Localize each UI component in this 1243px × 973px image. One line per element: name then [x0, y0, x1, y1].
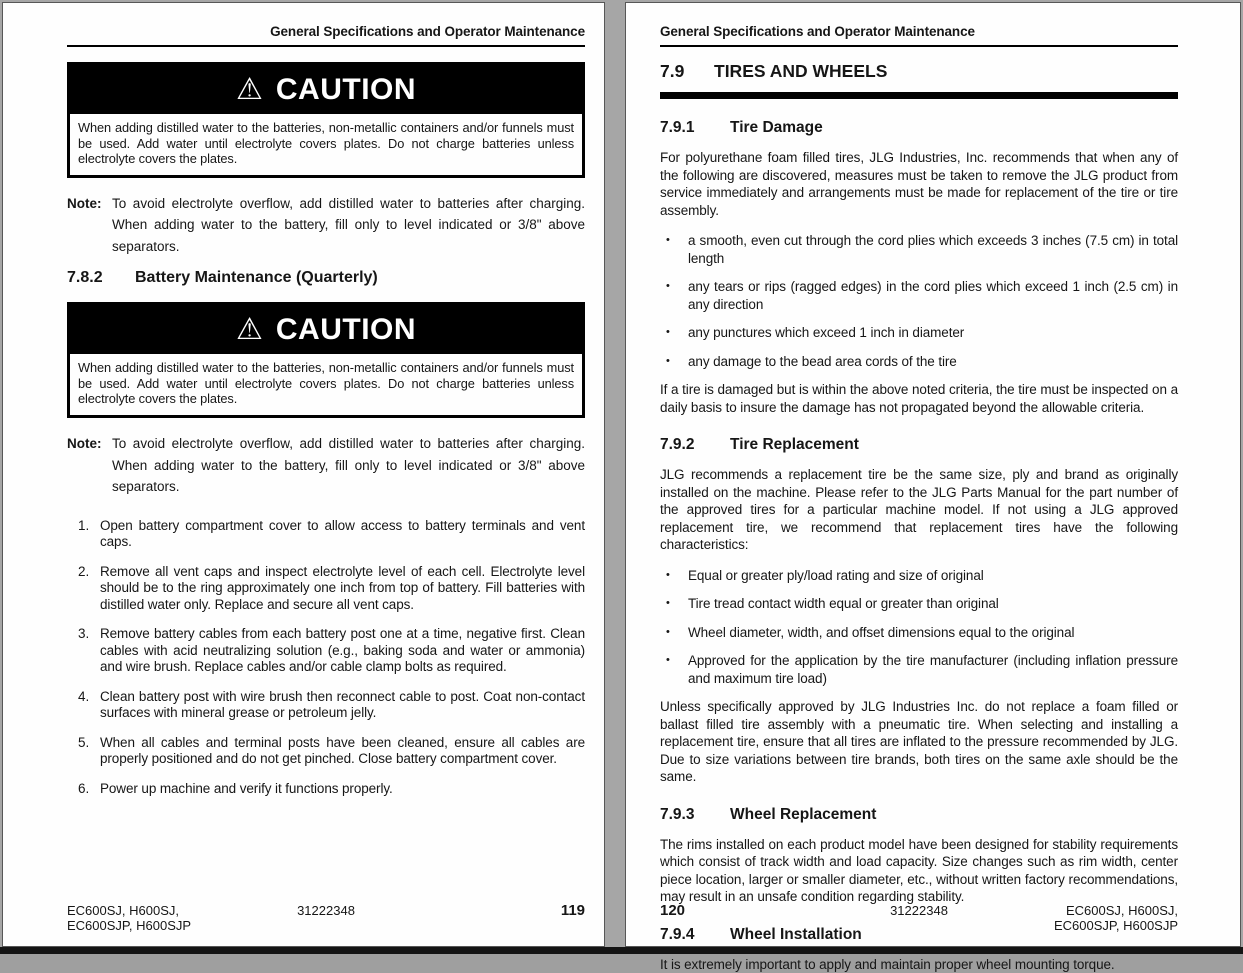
footer-page-number: 119 [412, 902, 585, 919]
list-item [78, 735, 585, 768]
subsection-heading-7-9-1 [660, 119, 1178, 137]
paragraph: The rims installed on each product model have been designed for stability requirements which consist of track width and load capacity. Size changes such as rim width, center piece location, larger or smaller diameter, etc., without written factory recommendations, may result in an unsafe condition regarding stability. [660, 836, 1178, 906]
bullet-text: any punctures which exceed 1 inch in diameter [688, 324, 1178, 342]
bullet-dot-icon: • [660, 595, 688, 613]
note-text: To avoid electrolyte overflow, add distilled water to batteries after charging. When adding water to the battery, fill only to level indicated or 3/8" above separators. [112, 193, 585, 258]
section-number: 7.9 [660, 61, 714, 82]
list-item [78, 626, 585, 676]
list-item [660, 595, 1178, 613]
section-title: Wheel Installation [730, 926, 862, 944]
section-heading-7-9 [660, 61, 1178, 82]
bullet-dot-icon: • [660, 232, 688, 267]
scan-bottom-edge [0, 947, 1243, 954]
numbered-steps-list [67, 518, 585, 798]
caution-band [70, 305, 582, 354]
section-number: 7.9.3 [660, 806, 730, 824]
caution-box-1 [67, 62, 585, 178]
header-rule [67, 45, 585, 47]
note-label: Note: [67, 193, 112, 258]
step-text: When all cables and terminal posts have been cleaned, ensure all cables are properly positioned and do not get pinched. Close battery compartment cover. [100, 735, 585, 768]
step-number: 5. [78, 735, 100, 768]
bullet-text: any damage to the bead area cords of the tire [688, 353, 1178, 371]
bullet-dot-icon: • [660, 278, 688, 313]
bullet-list [660, 232, 1178, 370]
header-rule [660, 45, 1178, 47]
section-number: 7.8.2 [67, 269, 135, 287]
page-footer [660, 902, 1178, 933]
section-title: Tire Damage [730, 119, 823, 137]
list-item [78, 564, 585, 614]
bullet-dot-icon: • [660, 324, 688, 342]
caution-body: When adding distilled water to the batteries, non-metallic containers and/or funnels must be used. Add water until electrolyte covers plates. Do not charge batteries unless electrolyte covers the plates. [70, 114, 582, 175]
step-number: 2. [78, 564, 100, 614]
bullet-text: Wheel diameter, width, and offset dimensions equal to the original [688, 624, 1178, 642]
running-header: General Specifications and Operator Maintenance [660, 24, 1178, 39]
note-text: To avoid electrolyte overflow, add distilled water to batteries after charging. When adding water to the battery, fill only to level indicated or 3/8" above separators. [112, 433, 585, 498]
bullet-text: Tire tread contact width equal or greater than original [688, 595, 1178, 613]
subsection-heading-7-9-3 [660, 806, 1178, 824]
step-text: Clean battery post with wire brush then reconnect cable to post. Coat non-contact surfaces with mineral grease or petroleum jelly. [100, 689, 585, 722]
footer-part-number: 31222348 [240, 903, 413, 918]
step-text: Open battery compartment cover to allow access to battery terminals and vent caps. [100, 518, 585, 551]
caution-box-2 [67, 302, 585, 418]
step-number: 6. [78, 781, 100, 798]
step-number: 3. [78, 626, 100, 676]
warning-triangle-icon: ⚠ [236, 315, 263, 345]
bullet-dot-icon: • [660, 624, 688, 642]
section-number: 7.9.2 [660, 436, 730, 454]
bullet-text: Approved for the application by the tire manufacturer (including inflation pressure and maximum tire load) [688, 652, 1178, 687]
list-item [660, 353, 1178, 371]
footer-models: EC600SJ, H600SJ, EC600SJP, H600SJP [67, 903, 240, 933]
section-title: TIRES AND WHEELS [714, 61, 887, 82]
list-item [78, 518, 585, 551]
bullet-list [660, 567, 1178, 688]
paragraph: If a tire is damaged but is within the above noted criteria, the tire must be inspected on a daily basis to insure the damage has not propagated beyond the allowable criteria. [660, 381, 1178, 416]
list-item [660, 624, 1178, 642]
bullet-text: a smooth, even cut through the cord plies which exceeds 3 inches (7.5 cm) in total length [688, 232, 1178, 267]
subsection-heading-7-9-2 [660, 436, 1178, 454]
step-text: Remove all vent caps and inspect electrolyte level of each cell. Electrolyte level should be to the ring approximately one inch from top of battery. Fill batteries with distilled water only. Replace and secure all vent caps. [100, 564, 585, 614]
section-title: Wheel Replacement [730, 806, 876, 824]
page-footer [67, 902, 585, 933]
list-item [660, 278, 1178, 313]
paragraph: Unless specifically approved by JLG Industries Inc. do not replace a foam filled or ballast filled tire assembly with a pneumatic tire. When selecting and installing a replacement tire, ensure that all tires are inflated to the pressure recommended by JLG. Due to size variations between tire brands, both tires on the same axle should be the same. [660, 698, 1178, 786]
note-label: Note: [67, 433, 112, 498]
section-title: Battery Maintenance (Quarterly) [135, 269, 378, 287]
page-120 [625, 2, 1241, 947]
bullet-text: any tears or rips (ragged edges) in the cord plies which exceed 1 inch (2.5 cm) in any direction [688, 278, 1178, 313]
step-number: 4. [78, 689, 100, 722]
paragraph: For polyurethane foam filled tires, JLG Industries, Inc. recommends that when any of the following are discovered, measures must be taken to remove the JLG product from service immediately and arrangements must be made for replacement of the tire or tire assembly. [660, 149, 1178, 219]
section-title: Tire Replacement [730, 436, 859, 454]
list-item [660, 652, 1178, 687]
list-item [660, 567, 1178, 585]
step-text: Power up machine and verify it functions properly. [100, 781, 585, 798]
section-rule [660, 92, 1178, 99]
paragraph: It is extremely important to apply and maintain proper wheel mounting torque. [660, 956, 1178, 973]
step-text: Remove battery cables from each battery post one at a time, negative first. Clean cables with acid neutralizing solution (e.g., baking soda and water or ammonia) and wire brush. Replace cables and/or cable clamp bolts as required. [100, 626, 585, 676]
list-item [660, 232, 1178, 267]
section-number: 7.9.1 [660, 119, 730, 137]
bullet-dot-icon: • [660, 353, 688, 371]
note-1 [67, 193, 585, 258]
section-number: 7.9.4 [660, 926, 730, 944]
caution-band [70, 65, 582, 114]
list-item [78, 781, 585, 798]
page-119 [2, 2, 605, 947]
caution-body: When adding distilled water to the batteries, non-metallic containers and/or funnels must be used. Add water until electrolyte covers plates. Do not charge batteries unless electrolyte covers the plates. [70, 354, 582, 415]
bullet-dot-icon: • [660, 652, 688, 687]
list-item [660, 324, 1178, 342]
list-item [78, 689, 585, 722]
paragraph: JLG recommends a replacement tire be the same size, ply and brand as originally installed on the machine. Please refer to the JLG Parts Manual for the part number of the approved tires for a particular machine model. If not using a JLG approved replacement tire, we recommend that replacement tires have the following characteristics: [660, 466, 1178, 554]
footer-part-number: 31222348 [833, 903, 1006, 918]
bullet-dot-icon: • [660, 567, 688, 585]
step-number: 1. [78, 518, 100, 551]
warning-triangle-icon: ⚠ [236, 75, 263, 105]
footer-page-number: 120 [660, 902, 833, 919]
bullet-text: Equal or greater ply/load rating and size of original [688, 567, 1178, 585]
note-2 [67, 433, 585, 498]
section-heading-7-8-2 [67, 269, 585, 287]
footer-models: EC600SJ, H600SJ, EC600SJP, H600SJP [1005, 903, 1178, 933]
running-header: General Specifications and Operator Maintenance [67, 24, 585, 39]
caution-title: CAUTION [276, 313, 416, 347]
caution-title: CAUTION [276, 73, 416, 107]
